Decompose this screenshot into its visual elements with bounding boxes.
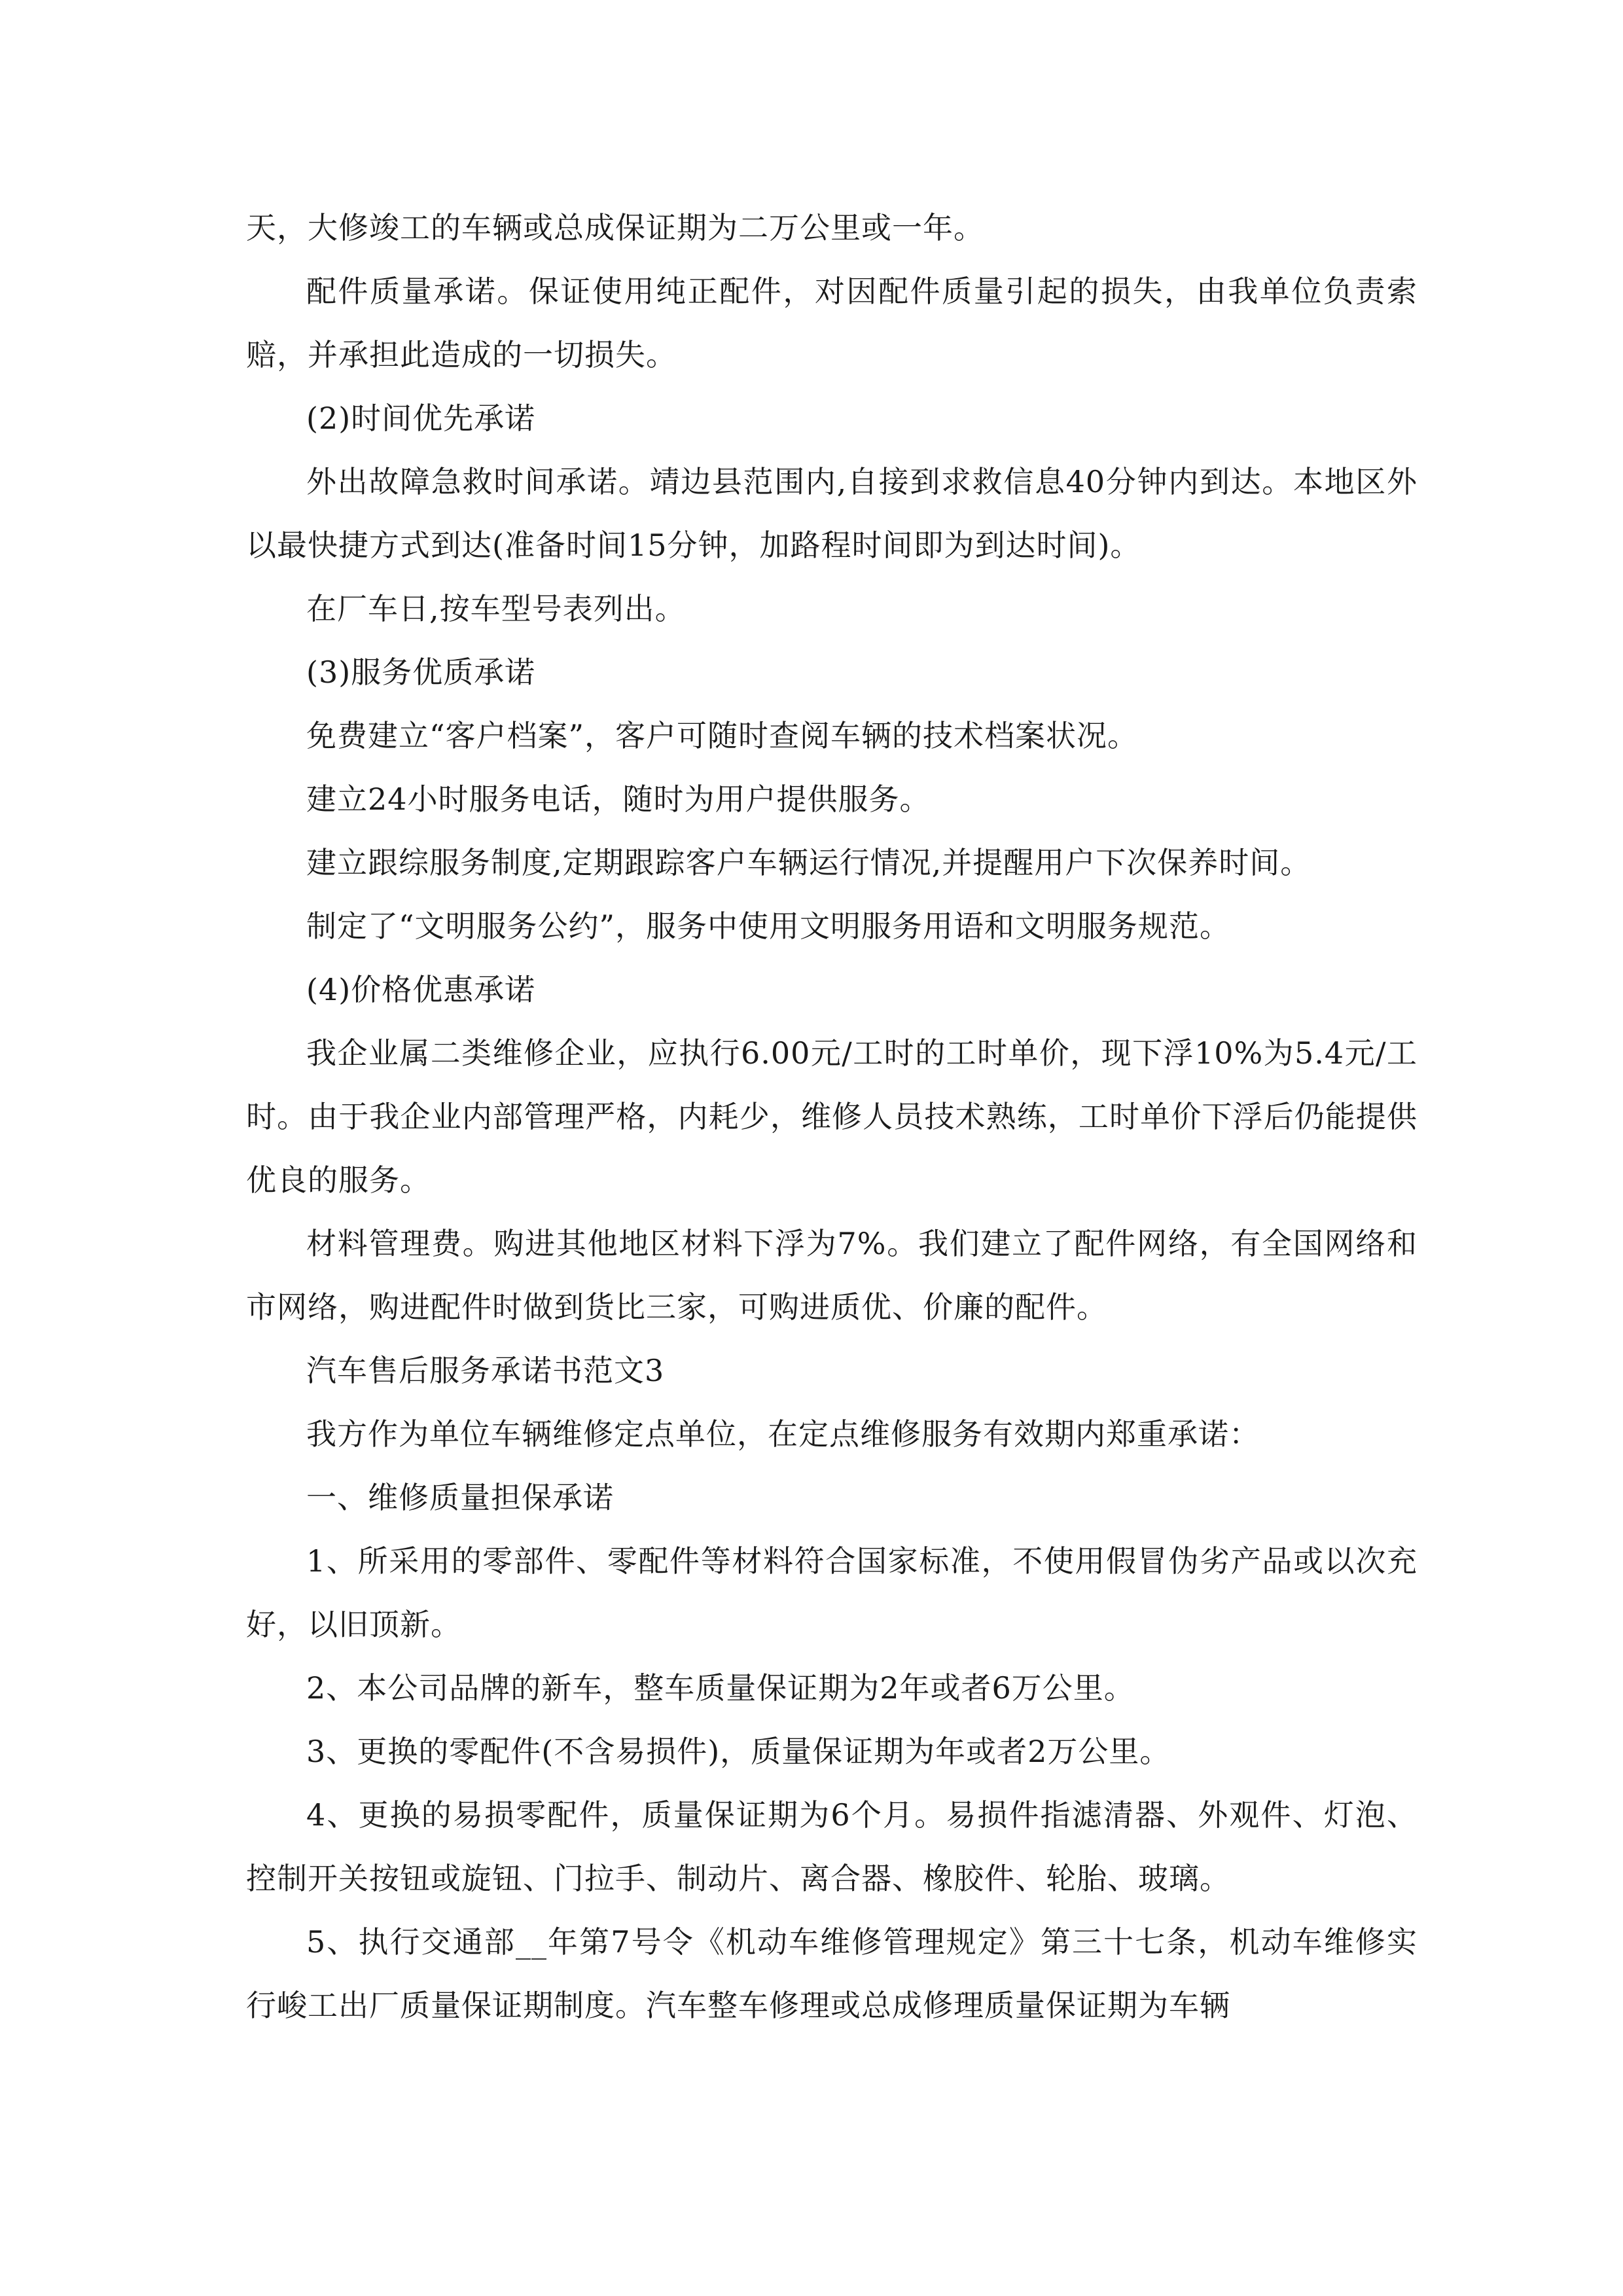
paragraph: 我方作为单位车辆维修定点单位，在定点维修服务有效期内郑重承诺： <box>306 1416 1260 1452</box>
list-item: 2、本公司品牌的新车，整车质量保证期为2年或者6万公里。 <box>306 1670 1135 1706</box>
section-heading: (3)服务优质承诺 <box>306 655 536 690</box>
paragraph: 材料管理费。购进其他地区材料下浮为7%。我们建立了配件网络，有全国网络和市网络，购进配件时做到货比三家，可购进质优、价廉的配件。 <box>246 1226 1418 1325</box>
paragraph: 天，大修竣工的车辆或总成保证期为二万公里或一年。 <box>246 210 984 245</box>
document-title: 汽车售后服务承诺书范文3 <box>306 1353 665 1388</box>
section-heading: (4)价格优惠承诺 <box>306 972 536 1007</box>
section-heading: (2)时间优先承诺 <box>306 401 536 436</box>
document-body <box>246 196 1418 2037</box>
list-item: 3、更换的零配件(不含易损件)，质量保证期为年或者2万公里。 <box>306 1734 1171 1769</box>
paragraph: 建立24小时服务电话，随时为用户提供服务。 <box>306 781 931 817</box>
list-item: 1、所采用的零部件、零配件等材料符合国家标准，不使用假冒伪劣产品或以次充好，以旧顶新。 <box>246 1543 1418 1642</box>
paragraph: 我企业属二类维修企业，应执行6.00元/工时的工时单价，现下浮10%为5.4元/工时。由于我企业内部管理严格，内耗少，维修人员技术熟练，工时单价下浮后仍能提供优良的服务。 <box>246 1035 1418 1198</box>
paragraph: 制定了“文明服务公约”，服务中使用文明服务用语和文明服务规范。 <box>306 908 1231 944</box>
paragraph: 外出故障急救时间承诺。靖边县范围内,自接到求救信息40分钟内到达。本地区外以最快捷方式到达(准备时间15分钟，加路程时间即为到达时间)。 <box>246 464 1418 563</box>
list-item: 5、执行交通部__年第7号令《机动车维修管理规定》第三十七条，机动车维修实行峻工出厂质量保证期制度。汽车整车修理或总成修理质量保证期为车辆 <box>246 1924 1418 2023</box>
list-item: 4、更换的易损零配件，质量保证期为6个月。易损件指滤清器、外观件、灯泡、控制开关按钮或旋钮、门拉手、制动片、离合器、橡胶件、轮胎、玻璃。 <box>246 1797 1418 1896</box>
paragraph: 建立跟综服务制度,定期跟踪客户车辆运行情况,并提醒用户下次保养时间。 <box>306 845 1311 880</box>
section-heading: 一、维修质量担保承诺 <box>306 1480 614 1515</box>
paragraph: 配件质量承诺。保证使用纯正配件，对因配件质量引起的损失，由我单位负责索赔，并承担此造成的一切损失。 <box>246 274 1418 372</box>
paragraph: 免费建立“客户档案”，客户可随时查阅车辆的技术档案状况。 <box>306 718 1139 753</box>
paragraph: 在厂车日,按车型号表列出。 <box>306 591 686 626</box>
